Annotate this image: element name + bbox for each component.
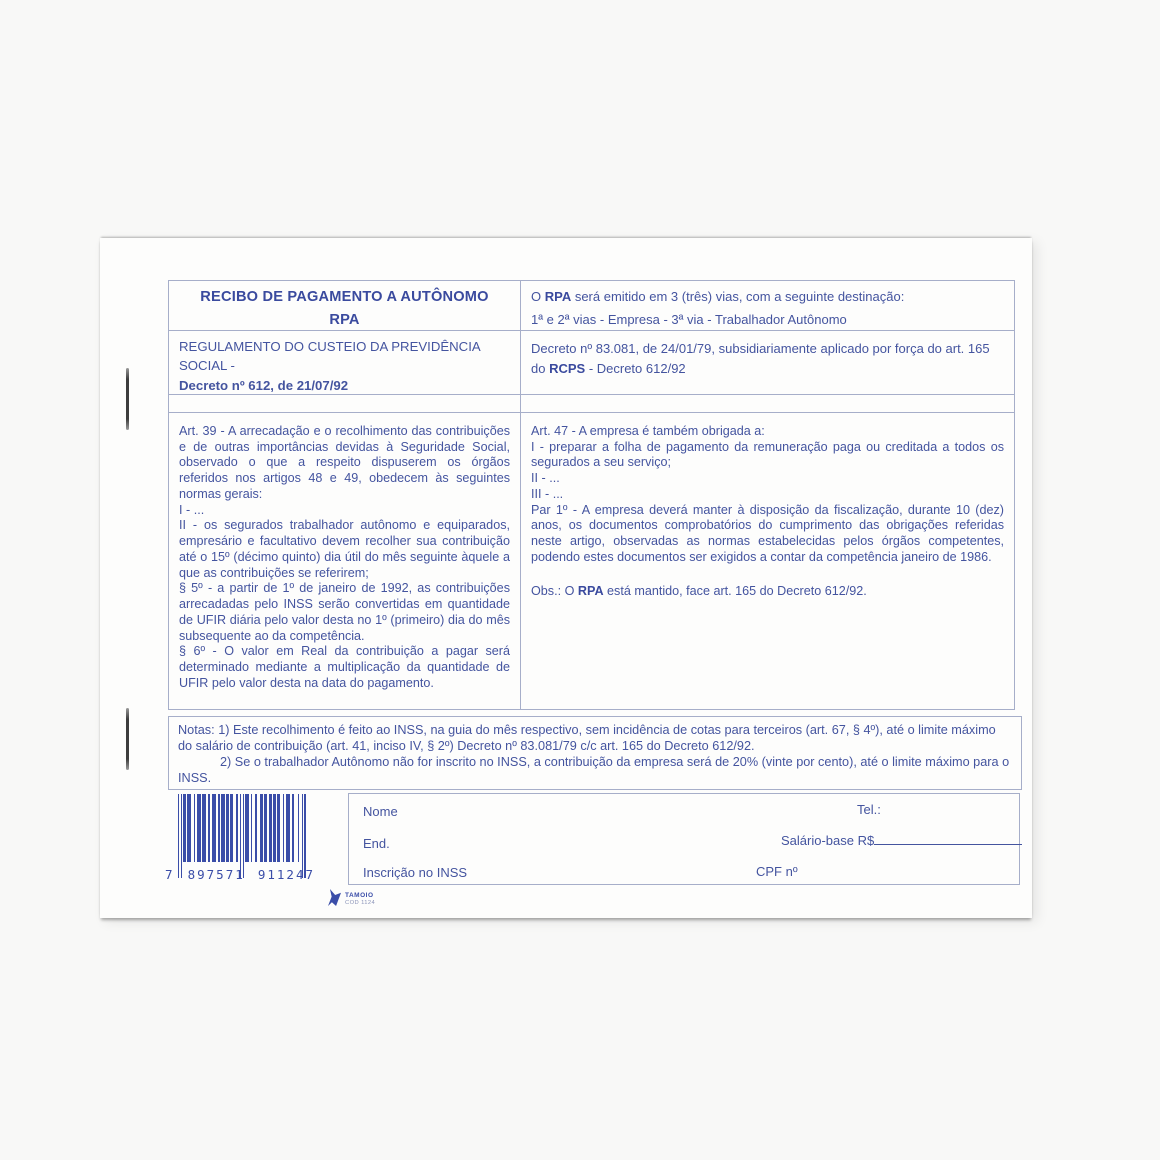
rpa-form-paper	[100, 238, 1032, 918]
form-title-line1: RECIBO DE PAGAMENTO A AUTÔNOMO	[200, 289, 489, 305]
phone-field-label: Tel.:	[857, 802, 881, 817]
barcode-digit-group-2: 897571	[187, 867, 245, 882]
article-47-text	[521, 413, 1014, 709]
printer-logo-icon	[328, 889, 341, 906]
regulation-reference	[169, 331, 521, 395]
barcode-digit-group-3: 911247	[257, 867, 315, 882]
printer-brand: TAMOIO	[345, 892, 374, 899]
staple-mark-top	[126, 368, 129, 430]
cpf-field-label: CPF nº	[756, 864, 798, 879]
barcode-digit-group-1: 7	[165, 867, 175, 882]
base-salary-field-label: Salário-base R$	[781, 833, 1022, 848]
base-salary-blank-line	[874, 834, 1022, 845]
note-1: Notas: 1) Este recolhimento é feito ao INSS, na guia do mês respectivo, sem incidência de cotas para terceiros (art. 67, § 4º), até o limite máximo do salário de contribuição (art. 41, inciso IV, § 2º) Decreto nº 83.081/79 c/c art. 165 do Decreto 612/92.	[178, 723, 996, 754]
article-39-p2: I - ...	[179, 502, 205, 517]
regulation-line1: REGULAMENTO DO CUSTEIO DA PREVIDÊNCIA SOCIAL -	[179, 339, 480, 374]
article-47-p2: I - preparar a folha de pagamento da remuneração paga ou creditada a todos os segurados a seu serviço;	[531, 439, 1004, 470]
article-39-p5: § 6º - O valor em Real da contribuição a pagar será determinado mediante a multiplicação da quantidade de UFIR pelo valor desta na data do pagamento.	[179, 644, 510, 690]
payee-details-box	[348, 793, 1020, 885]
article-39-text	[169, 413, 521, 709]
ean13-barcode	[165, 794, 315, 884]
name-field-label: Nome	[363, 804, 398, 819]
notes-box	[168, 716, 1022, 790]
article-39-p1: Art. 39 - A arrecadação e o recolhimento das contribuições e de outras importâncias devidas à Seguridade Social, observado o que a respeito dispuserem os órgãos referidos nos artigos 48 e 49, obedecem às seguintes normas gerais:	[179, 424, 510, 501]
article-47-p3: II - ...	[531, 471, 560, 486]
article-47-p5: Par 1º - A empresa deverá manter à disposição da fiscalização, durante 10 (dez) anos, os documentos comprobatórios do cumprimento das obrigações referidas neste artigo, observadas as normas estabelecidas pelos órgãos competentes, podendo estes documentos ser exigidos a contar da competência janeiro de 1986.	[531, 502, 1004, 564]
form-title	[169, 281, 521, 331]
emission-line2: 1ª e 2ª vias - Empresa - 3ª via - Trabalhador Autônomo	[531, 311, 847, 327]
spacer-cell-right	[521, 395, 1014, 413]
article-39-p3: II - os segurados trabalhador autônomo e equiparados, empresário e facultativo devem recolher sua contribuição até o 15º (décimo quinto) dia útil do mês seguinte àquele a que as contribuições se referirem;	[179, 518, 510, 580]
spacer-cell-left	[169, 395, 521, 413]
staple-mark-bottom	[126, 708, 129, 770]
emission-instructions	[521, 281, 1014, 331]
printer-mark	[328, 889, 375, 906]
article-47-p1: Art. 47 - A empresa é também obrigada a:	[531, 424, 765, 438]
note-2: 2) Se o trabalhador Autônomo não for inscrito no INSS, a contribuição da empresa será de 20% (vinte por cento), até o limite máximo para o INSS.	[178, 755, 1010, 786]
form-title-line2: RPA	[329, 311, 360, 328]
emission-line1: O RPA será emitido em 3 (três) vias, com a seguinte destinação:	[531, 289, 905, 304]
inss-registration-field-label: Inscrição no INSS	[363, 865, 468, 880]
article-47-obs: Obs.: O RPA está mantido, face art. 165 do Decreto 612/92.	[531, 583, 867, 598]
article-47-p4: III - ...	[531, 486, 564, 501]
form-header-table	[168, 280, 1015, 710]
address-field-label: End.	[363, 836, 390, 851]
decree-reference: Decreto nº 83.081, de 24/01/79, subsidiariamente aplicado por força do art. 165 do RCPS - Decreto 612/92	[521, 331, 1014, 395]
article-39-p4: § 5º - a partir de 1º de janeiro de 1992, as contribuições arrecadadas pelo INSS serão convertidas em quantidade de UFIR diária pelo valor desta no 1º (primeiro) dia do mês subsequente ao da competência.	[179, 581, 510, 643]
printer-code: COD 1124	[345, 900, 376, 906]
regulation-line2: Decreto nº 612, de 21/07/92	[179, 378, 349, 394]
barcode-digits	[165, 867, 315, 882]
